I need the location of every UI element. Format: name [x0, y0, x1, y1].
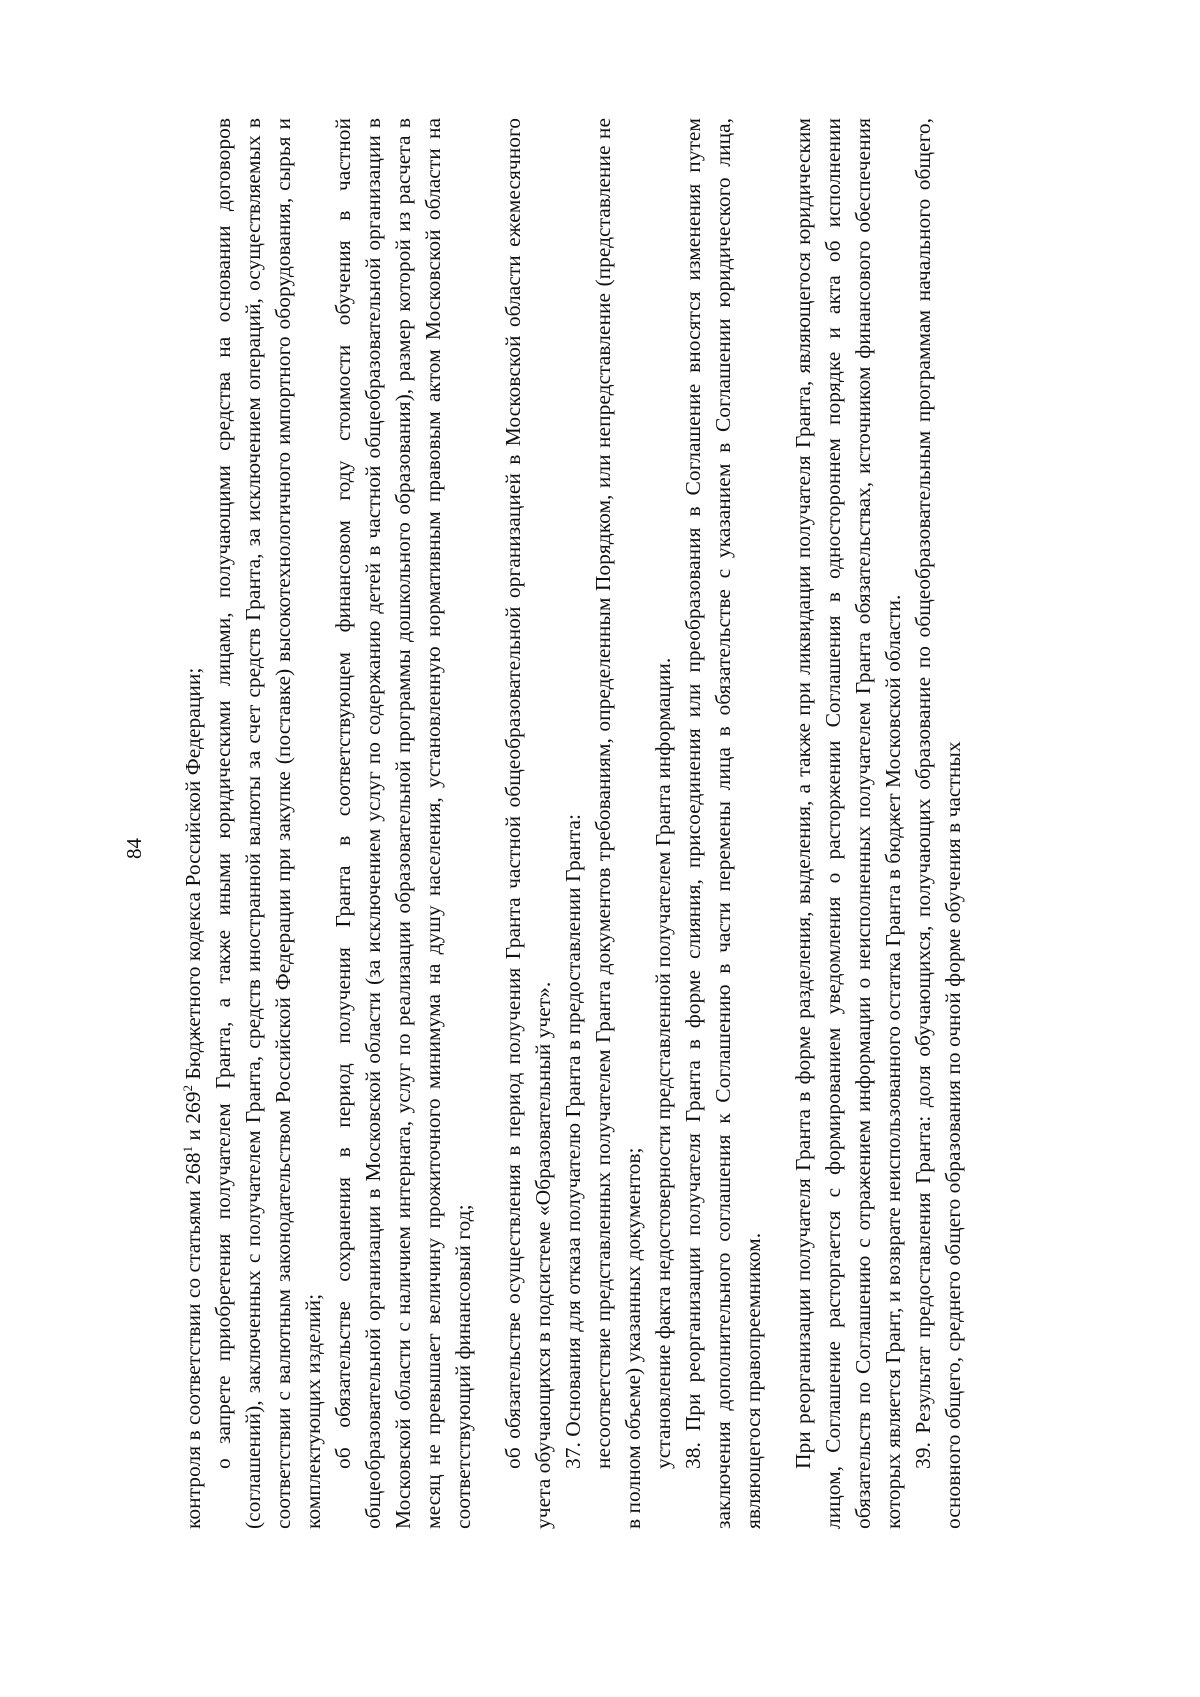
- superscript: 1: [179, 1145, 195, 1153]
- paragraph-nonconformity: несоответствие представленных получателем Гранта документов требованиям, определенным Порядком, или непредставление (представление не в полном объеме) указанных документов;: [591, 118, 645, 1529]
- superscript: 2: [179, 1084, 195, 1092]
- paragraph-clause-39: 39. Результат предоставления Гранта: доля обучающихся, получающих образование по общеобразовательным программам начального общего, основного общего, среднего общего образования по очной форме обучения в частных: [911, 118, 965, 1529]
- paragraph-clause-38: 38. При реорганизации получателя Гранта в форме слияния, присоединения или преобразования в Соглашение вносятся изменения путем заключения дополнительного соглашения к Соглашению в части перемены лица в обязательстве с указанием в Соглашении юридического лица, являющегося правопреемником.: [681, 118, 765, 1529]
- paragraph-unreliable-info: установление факта недостоверности представленной получателем Гранта информации.: [651, 657, 675, 1469]
- paragraph-tuition-cost: об обязательстве сохранения в период получения Гранта в соответствующем финансовом году стоимости обучения в частной общеобразовательной организации в Московской области (за исключением услуг по содержанию детей в частной общеобразовательной организации в Московской области с наличием интерната, услуг по реализации образовательной программы дошкольного образования), размер которой из расчета в месяц не превышает величину прожиточного минимума на душу населения, установленную нормативным правовым актом Московской области на соответствующий финансовый год;: [331, 118, 475, 1529]
- paragraph-continuation: [178, 118, 208, 1529]
- paragraph-currency-ban: о запрете приобретения получателем Гранта, а также иными юридическими лицами, получающими средства на основании договоров (соглашений), заключенных с получателем Гранта, средств иностранной валюты за счет средств Гранта, за исключением операций, осуществляемых в соответствии с валютным законодательством Российской Федерации при закупке (поставке) высокотехнологичного импортного оборудования, сырья и комплектующих изделий;: [211, 118, 325, 1529]
- page-number: 84: [122, 838, 146, 859]
- paragraph-student-accounting: об обязательстве осуществления в период получения Гранта частной общеобразовательной организацией в Московской области ежемесячного учета обучающихся в подсистеме «Образовательный учет».: [501, 118, 555, 1529]
- paragraph-clause-37: 37. Основания для отказа получателю Гранта в предоставлении Гранта:: [561, 813, 585, 1469]
- text-fragment: контроля в соответствии со статьями 268: [181, 1152, 205, 1529]
- text-fragment: и 269: [181, 1091, 205, 1146]
- paragraph-reorganization: При реорганизации получателя Гранта в форме разделения, выделения, а также при ликвидации получателя Гранта, являющегося юридическим лицом, Соглашение расторгается с формированием уведомления о расторжении Соглашения в одностороннем порядке и акта об исполнении обязательств по Соглашению с отражением информации о неисполненных получателем Гранта обязательствах, источником финансового обеспечения которых является Грант, и возврате неиспользованного остатка Гранта в бюджет Московской области.: [791, 118, 905, 1529]
- document-body: [178, 118, 968, 1529]
- text-fragment: Бюджетного кодекса Российской Федерации;: [181, 667, 205, 1085]
